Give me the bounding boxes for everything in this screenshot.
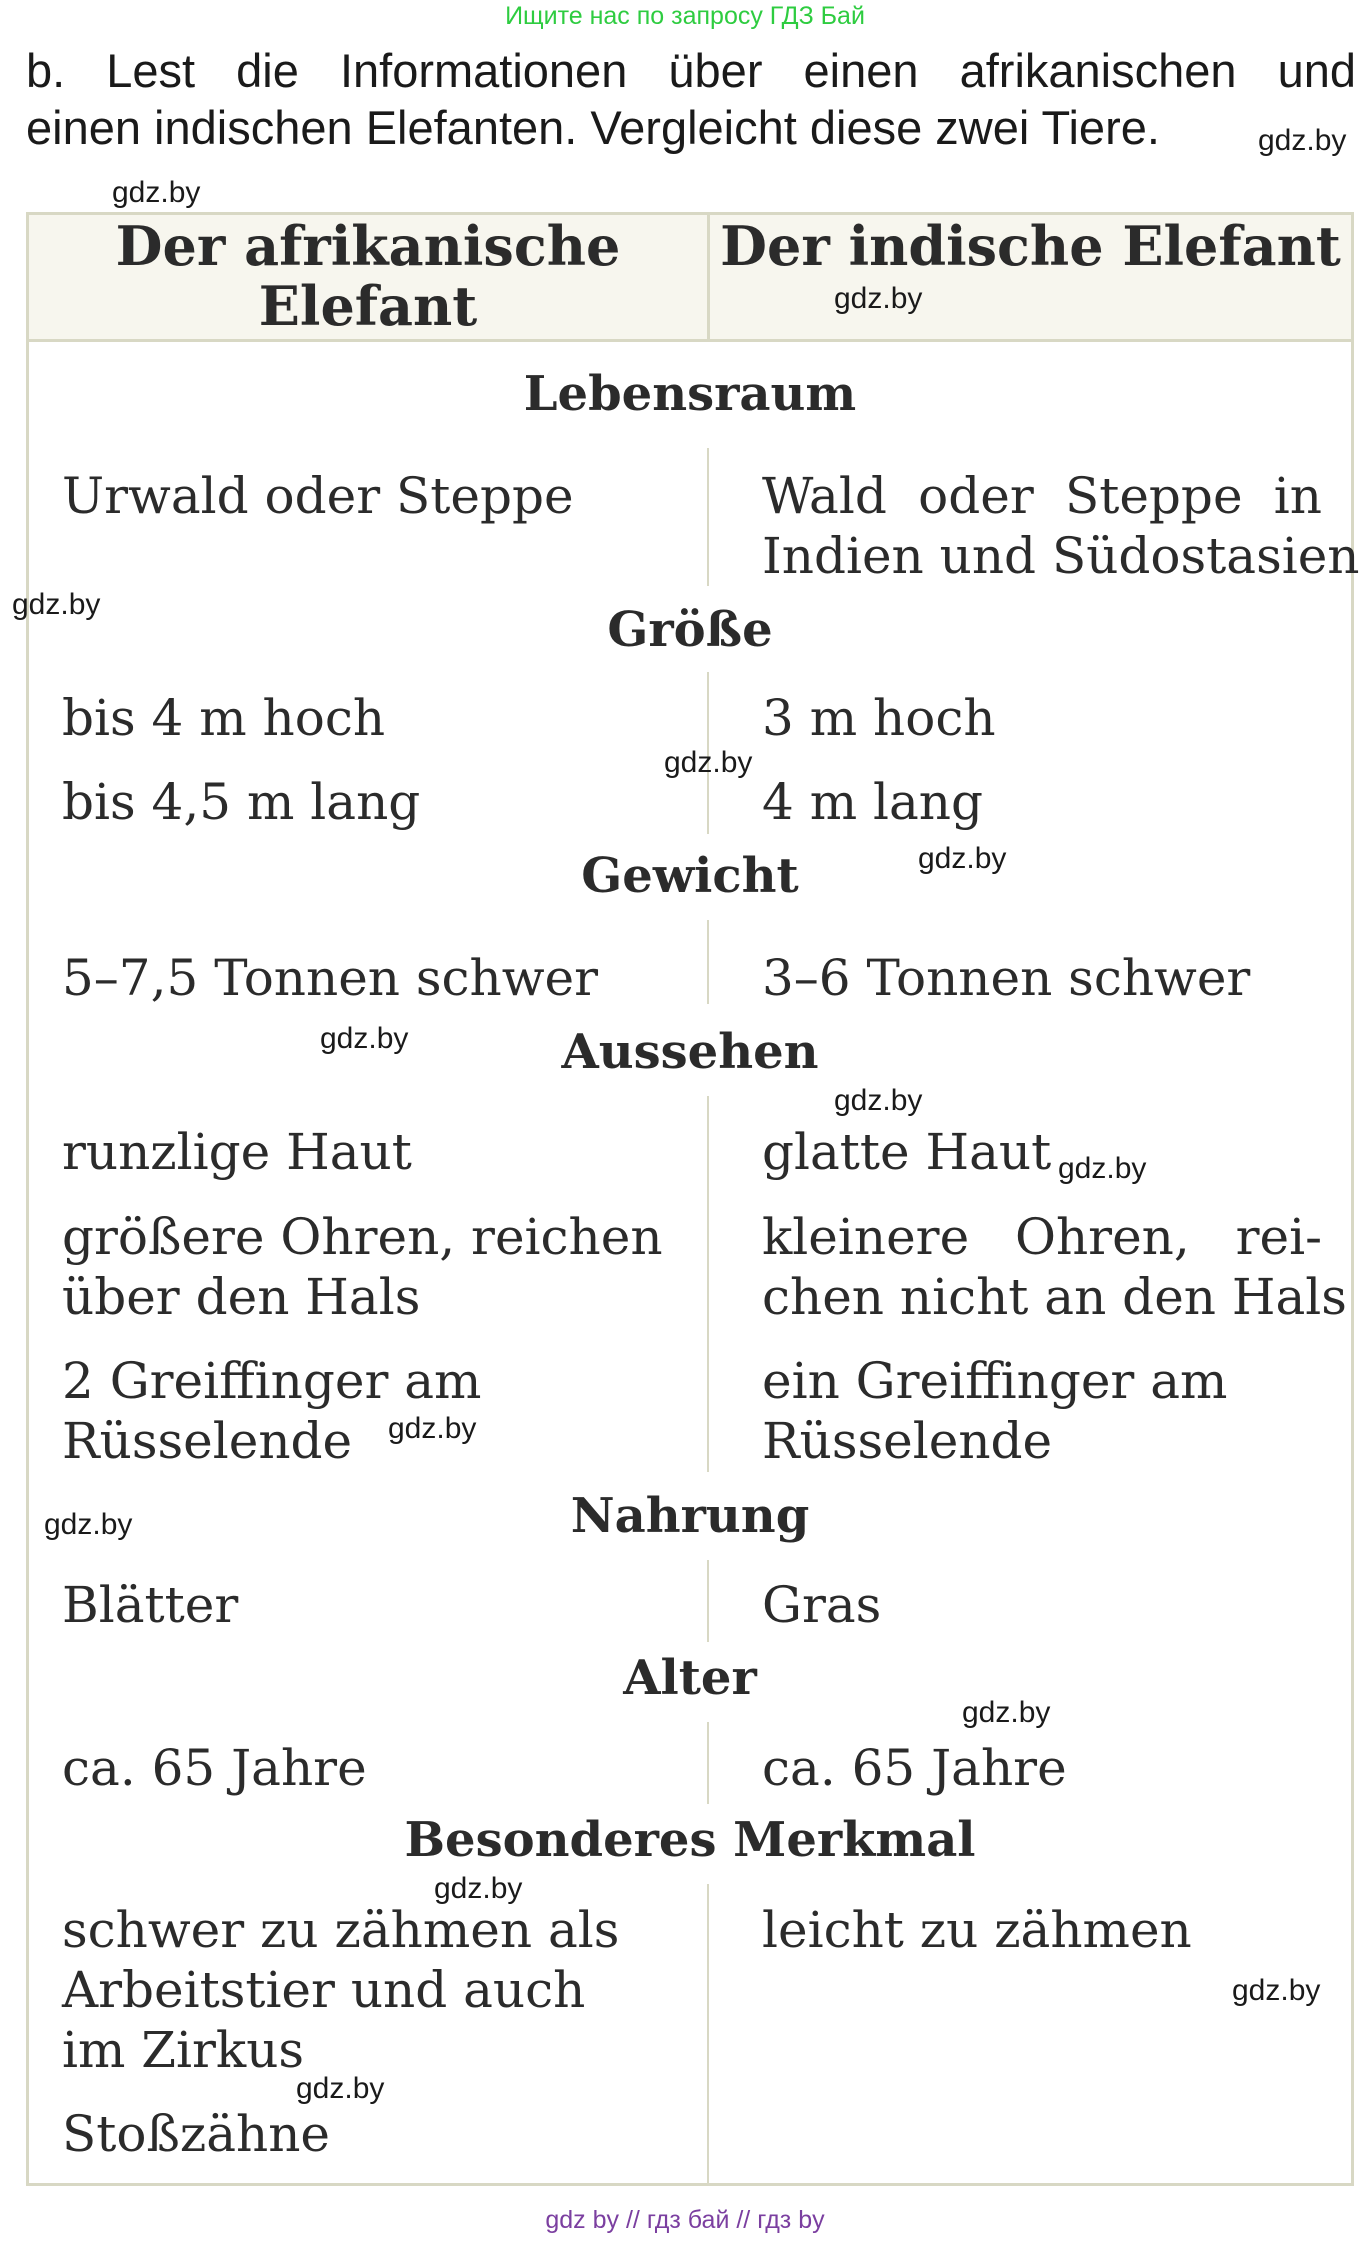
cell-indian-age: ca. 65 Jahre	[762, 1739, 1067, 1797]
header-indian-elephant: Der indische Elefant	[720, 214, 1341, 278]
watermark: gdz.by	[320, 1022, 409, 1055]
cell-indian-lebensraum-1: Wald oder Steppe in	[762, 467, 1322, 525]
cell-african-height: bis 4 m hoch	[62, 689, 386, 747]
cell-african-fingers-1: 2 Greiffinger am	[62, 1352, 482, 1410]
column-divider	[707, 920, 709, 1004]
watermark: gdz.by	[112, 176, 201, 209]
column-divider	[707, 1884, 709, 2184]
watermark: gdz.by	[1232, 1974, 1321, 2007]
cell-indian-fingers-1: ein Greiffinger am	[762, 1352, 1228, 1410]
section-title-groesse: Größe	[607, 602, 773, 658]
cell-indian-skin: glatte Haut	[762, 1123, 1052, 1181]
cell-african-age: ca. 65 Jahre	[62, 1739, 367, 1797]
cell-african-feature-2: Arbeitstier und auch	[62, 1961, 586, 2019]
column-divider	[707, 1722, 709, 1804]
watermark: gdz.by	[962, 1696, 1051, 1729]
task-instruction	[26, 42, 1356, 99]
bottom-links[interactable]: gdz by // гдз бай // гдз by	[545, 2206, 825, 2234]
cell-african-feature-3: im Zirkus	[62, 2021, 305, 2079]
watermark: gdz.by	[388, 1412, 477, 1445]
column-divider	[707, 448, 709, 586]
section-title-lebensraum: Lebensraum	[523, 366, 857, 422]
header-african-line-1: Der afrikanische	[115, 214, 621, 278]
cell-african-ears-2: über den Hals	[62, 1268, 421, 1326]
watermark: gdz.by	[296, 2072, 385, 2105]
cell-indian-ears-2: chen nicht an den Hals	[762, 1268, 1347, 1326]
cell-indian-lebensraum-2: Indien und Südostasien	[762, 527, 1360, 585]
task-line-2: einen indischen Elefanten. Vergleicht diese zwei Tiere.	[26, 101, 1160, 154]
section-title-alter: Alter	[623, 1650, 757, 1706]
cell-indian-fingers-2: Rüsselende	[762, 1412, 1053, 1470]
section-title-aussehen: Aussehen	[561, 1024, 819, 1080]
cell-african-length: bis 4,5 m lang	[62, 773, 421, 831]
cell-indian-feature: leicht zu zähmen	[762, 1901, 1192, 1959]
cell-african-weight: 5–7,5 Tonnen schwer	[62, 949, 599, 1007]
watermark: gdz.by	[44, 1508, 133, 1541]
cell-african-ears-1: größere Ohren, reichen	[62, 1208, 663, 1266]
column-divider	[707, 1560, 709, 1642]
cell-indian-ears-1: kleinere Ohren, rei-	[762, 1208, 1322, 1266]
cell-indian-length: 4 m lang	[762, 773, 984, 831]
cell-african-lebensraum: Urwald oder Steppe	[62, 467, 574, 525]
watermark: gdz.by	[664, 746, 753, 779]
cell-african-fingers-2: Rüsselende	[62, 1412, 353, 1470]
watermark: gdz.by	[834, 282, 923, 315]
section-title-merkmal: Besonderes Merkmal	[404, 1812, 976, 1868]
watermark: gdz.by	[1258, 124, 1347, 157]
header-african-line-2: Elefant	[258, 274, 478, 338]
watermark: gdz.by	[834, 1084, 923, 1117]
watermark: gdz.by	[1058, 1152, 1147, 1185]
header-african-elephant	[29, 216, 707, 336]
column-divider	[707, 1096, 709, 1472]
watermark: gdz.by	[434, 1872, 523, 1905]
cell-indian-height: 3 m hoch	[762, 689, 996, 747]
section-title-gewicht: Gewicht	[581, 848, 799, 904]
cell-indian-food: Gras	[762, 1576, 882, 1634]
watermark: gdz.by	[12, 588, 101, 621]
watermark: gdz.by	[918, 842, 1007, 875]
section-title-nahrung: Nahrung	[570, 1488, 810, 1544]
cell-african-skin: runzlige Haut	[62, 1123, 412, 1181]
top-banner: Ищите нас по запросу ГДЗ Бай	[505, 2, 865, 30]
cell-african-tusks: Stoßzähne	[62, 2105, 330, 2163]
cell-african-feature-1: schwer zu zähmen als	[62, 1901, 620, 1959]
cell-indian-weight: 3–6 Tonnen schwer	[762, 949, 1251, 1007]
cell-african-food: Blätter	[62, 1576, 239, 1634]
task-line-1: b. Lest die Informationen über einen afrikanischen und	[26, 44, 1356, 97]
